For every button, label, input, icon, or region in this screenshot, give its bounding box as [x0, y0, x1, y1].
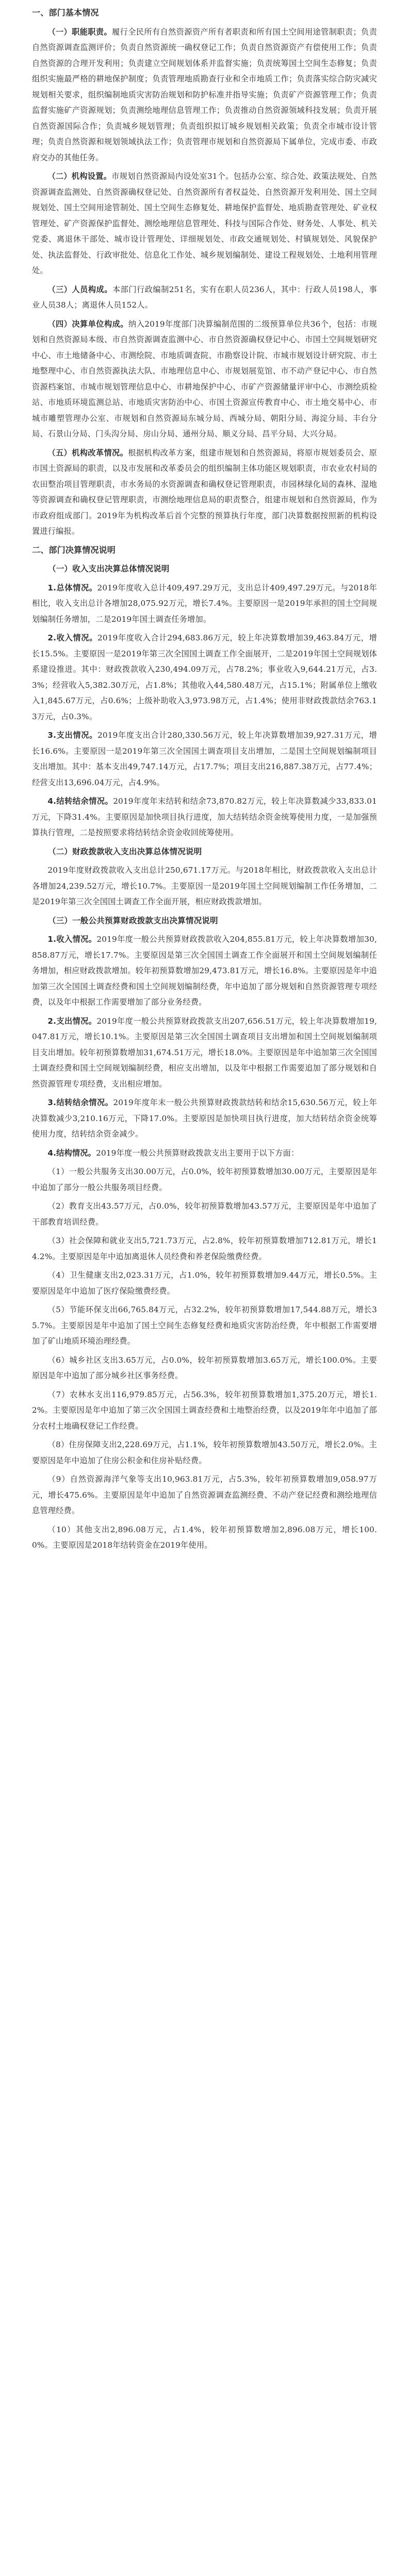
paragraph-staff: [32, 282, 377, 313]
list-item: （10）其他支出2,896.08万元，占1.4%，较年初预算数增加2,896.08万元，增长100.0%。主要原因是2018年结转资金在2019年使用。: [32, 1524, 377, 1550]
text-units: 纳入2019年度部门决算编制范围的二级预算单位共36个，包括：市规划和自然资源局本级、市自然资源调查监测中心、市自然资源确权登记中心、市国土空间规划研究中心、市土地储备中心、市测绘院、市地质调查院、市勘察设计院、市城市规划设计研究院、市土地整理中心、市自然资源执法大队、市地理信息中心、市规划展览馆、市不动产登记中心、市自然资源档案馆、市城市规划管理信息中心、市耕地保护中心、市矿产资源储量评审中心、市测绘质检站、市地质环境监测总站、市地质灾害防治中心、市国土资源宣传教育中心、市土地交易中心、市城市雕塑管理办公室、市规划和自然资源局东城分局、西城分局、朝阳分局、海淀分局、丰台分局、石景山分局、门头沟分局、房山分局、通州分局、顺义分局、昌平分局、大兴分局。: [32, 319, 377, 438]
list-item: （5）节能环保支出66,765.84万元，占32.2%，较年初预算数增加17,544.88万元，增长35.7%。主要原因是年中追加了国土空间生态修复经费和地质灾害防治经费，年中根据工作需要增加了矿山地质环境治理经费。: [32, 1305, 377, 1346]
list-item: （4）卫生健康支出2,023.31万元，占1.0%，较年初预算数增加9.44万元，增长0.5%。主要原因是年中追加了医疗保险缴费经费。: [32, 1270, 377, 1296]
list-item: （7）农林水支出116,979.85万元，占56.3%，较年初预算数增加1,375.20万元，增长1.2%。主要原因是年中追加了第三次全国国土调查经费和土地整治经费，以及2019年年中追加了部分农村土地确权登记工作经费。: [32, 1389, 377, 1431]
text-staff: 本部门行政编制251名，实有在职人员236人，其中：行政人员198人，事业人员38人；离退休人员152人。: [32, 284, 377, 310]
label-organization: （二）机构设置。: [47, 172, 112, 181]
paragraph-fiscal-total: 2019年度财政拨款收入支出总计250,671.17万元。与2018年相比，财政拨款收入支出总计各增加24,239.52万元，增长10.7%。主要原因一是2019年国土空间规划编制工作任务增加，二是2019年第三次全国国土调查工作全面开展，相应财政拨款增加。: [32, 866, 377, 906]
list-item: （2）教育支出43.57万元，占0.0%，较年初预算数增加43.57万元，主要原因是年中追加了干部教育培训经费。: [32, 1201, 377, 1227]
paragraph-units: [32, 316, 377, 442]
paragraph-income: 2.收入情况。2019年度收入合计294,683.86万元，较上年决算数增加39,463.84万元，增长15.5%。主要原因一是2019年第三次全国国土调查工作全面展开，二是2019年国土空间规划体系建设推进。其中：财政拨款收入230,494.09万元，占78.2%；事业收入9,644.21万元，占3.3%；经营收入5,382.30万元，占1.8%；其他收入44,580.48万元，占15.1%；附属单位上缴收入1,845.67万元，占0.6%；上级补助收入3,973.98万元，占1.4%；使用非财政拨款结余763.13万元，占0.3%。: [32, 633, 377, 721]
label-units: （四）决算单位构成。: [47, 319, 128, 329]
list-item: （3）社会保障和就业支出5,721.73万元，占2.8%，较年初预算数增加712.81万元，增长14.2%。主要原因是年中追加离退休人员经费和养老保险缴费经费。: [32, 1236, 377, 1261]
label-functions: （一）职能职责。: [47, 27, 112, 37]
list-item: （9）自然资源海洋气象等支出10,963.81万元，占5.3%，较年初预算数增加9,058.97万元，增长475.6%。主要原因是年中追加了自然资源调查监测经费、不动产登记经费和测绘地理信息管理经费。: [32, 1475, 377, 1515]
label-reform: （五）机构改革情况。: [47, 448, 128, 457]
subsection-title-2: （二）财政拨款收入支出决算总体情况说明: [48, 846, 202, 856]
section-title-part2: 二、部门决算情况说明: [32, 545, 116, 555]
text-reform: 根据机构改革方案，组建市规划和自然资源局，将原市规划委员会、原市国土资源局的职责，以及市发展和改革委员会的组织编制主体功能区规划职责，市农业农村局的农田整治项目管理职责，市水务局的水资源调查和确权登记管理职责，市园林绿化局的森林、湿地等资源调查和确权登记管理职责，市测绘地理信息局的职责整合，组建市规划和自然资源局，作为市政府组成部门。2019年为机构改革后首个完整的预算执行年度，部门决算数据按照新的机构设置进行编报。: [32, 448, 378, 536]
paragraph-expense: 3.支出情况。2019年度支出合计280,330.56万元，较上年决算数增加39,927.31万元，增长16.6%。主要原因一是2019年第三次全国国土调查项目支出增加，二是国土空间规划编制项目支出增加。其中：基本支出49,747.14万元，占17.7%；项目支出216,887.38万元，占77.4%；经营支出13,696.04万元，占4.9%。: [32, 731, 377, 787]
subsection-title-3: （三）一般公共预算财政拨款支出决算情况说明: [48, 916, 218, 925]
paragraph-overall: 1.总体情况。2019年度收入总计409,497.29万元，支出总计409,497.29万元。与2018年相比，收入支出总计各增加28,075.92万元，增长7.4%。主要原因一是2019年承担的国土空间规划编制任务增加，二是2019年国土调查任务增加。: [32, 583, 377, 624]
text-organization: 市规划自然资源局内设处室31个。包括办公室、综合处、政策法规处、自然资源调查监测处、自然资源确权登记处、自然资源所有者权益处、自然资源开发利用处、国土空间规划处、国土空间用途管制处、国土空间生态修复处、耕地保护监督处、地质勘查管理处、矿业权管理处、矿产资源保护监督处、测绘地理信息管理处、科技与国际合作处、财务处、人事处、机关党委、离退休干部处、城市设计管理处、详细规划处、市政交通规划处、村镇规划处、风貌保护处、执法监督处、行政审批处、信息化工作处、城乡规划编制处、建设工程规划处、土地利用管理处。: [32, 172, 377, 275]
subsection-title-1: （一）收入支出决算总体情况说明: [48, 564, 170, 573]
text-functions: 履行全民所有自然资源资产所有者职责和所有国土空间用途管制职责；负责自然资源调查监测评价；负责自然资源统一确权登记工作；负责自然资源资产有偿使用工作；负责自然资源的合理开发利用；负责建立空间规划体系并监督实施；负责统筹国土空间生态修复；负责组织实施最严格的耕地保护制度；负责管理地质勘查行业和全市地质工作；负责落实综合防灾减灾规划相关要求，组织编制地质灾害防治规划和防护标准并指导实施；负责矿产资源管理工作；负责监督实施矿产资源规划；负责测绘地理信息管理工作；负责推动自然资源领域科技发展；负责开展自然资源国际合作；负责城乡规划管理；负责组织拟订城乡规划相关政策；负责全市城市设计管理；负责自然资源和规划领域执法工作；负责管理市规划和自然资源局下属单位，完成市委、市政府交办的其他任务。: [32, 27, 377, 162]
document-body: [32, 5, 377, 1553]
paragraph-balance: 4.结转结余情况。2019年度年末结转和结余73,870.82万元，较上年决算数减少33,833.01万元，下降31.4%。主要原因是加快项目执行进度，加大结转结余资金统筹使用力度，一是加强预算执行管理，二是按照要求将结转结余资金收回统筹使用。: [32, 796, 378, 837]
label-staff: （三）人员构成。: [47, 284, 112, 294]
section-title-part1: 一、部门基本情况: [32, 8, 99, 18]
list-item: （8）住房保障支出2,228.69万元，占1.1%，较年初预算数增加43.50万元，增长2.0%。主要原因是年中追加了住房公积金和住房补贴经费。: [32, 1440, 377, 1465]
paragraph-organization: [32, 168, 377, 279]
paragraph-reform: [32, 445, 377, 539]
paragraph-gp-income: 1.收入情况。2019年度一般公共预算财政拨款收入204,855.81万元，较上年决算数增加30,858.87万元，增长17.7%。主要原因是第三次全国国土调查工作全面展开和国土空间规划编制任务增加，相应财政拨款增加。较年初预算数增加29,473.81万元，增长16.8%。主要原因是年中追加第三次全国国土调查经费和国土空间规划编制经费，年中追加了部分规划和自然资源管理专项经费，以及年中根据工作需要增加了部分业务经费。: [32, 935, 377, 1007]
paragraph-gp-expense: 2.支出情况。2019年度一般公共预算财政拨款支出207,656.51万元，较上年决算数增加19,047.81万元，增长10.1%。主要原因是第三次全国国土调查项目支出增加和国土空间规划编制项目支出增加。较年初预算数增加31,674.51万元，增长18.0%。主要原因是年中追加第三次全国国土调查经费和国土空间规划编制经费，相应支出增加，以及年中根据工作需要追加了部分规划和自然资源管理专项经费，支出相应增加。: [32, 1016, 377, 1089]
paragraph-gp-balance: 3.结转结余情况。2019年度年末一般公共预算财政拨款结转和结余15,630.56万元，较上年决算数减少3,210.16万元，下降17.0%。主要原因是加快项目执行进度，加大结转结余资金统筹使用力度，结转结余资金减少。: [32, 1098, 378, 1139]
list-item: （6）城乡社区支出3.65万元，占0.0%，较年初预算数增加3.65万元，增长100.0%。主要原因是年中追加了部分城乡社区事务经费。: [32, 1355, 377, 1380]
paragraph-functions: [32, 24, 377, 166]
paragraph-gp-structure: 4.结构情况。2019年度一般公共预算财政拨款支出主要用于以下方面：: [47, 1148, 299, 1158]
list-item: （1）一般公共服务支出30.00万元，占0.0%，较年初预算数增加30.00万元，主要原因是年中追加了部分一般公共服务项目经费。: [32, 1167, 377, 1192]
